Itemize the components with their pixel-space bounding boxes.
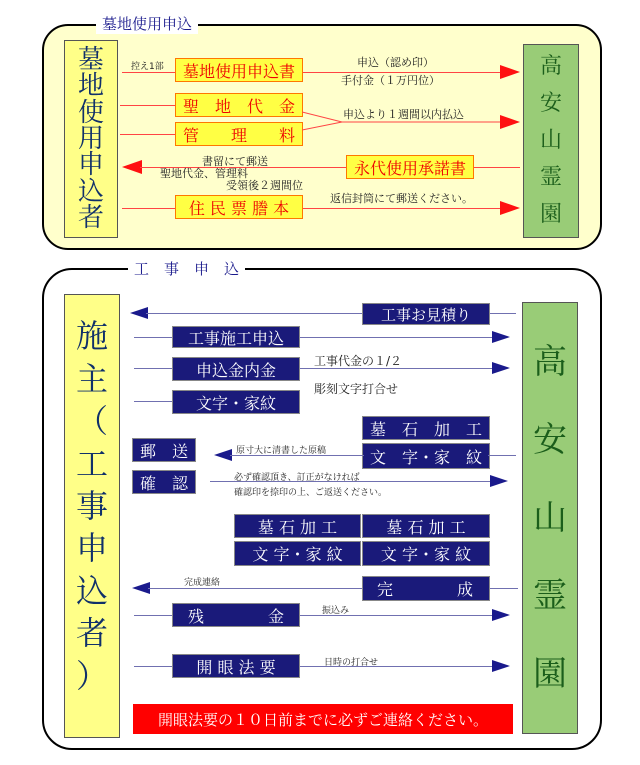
cemetery-char: 高 — [533, 342, 567, 382]
arrow-right-icon — [500, 65, 520, 79]
applicant-box — [64, 40, 118, 238]
applicant-char: 墓 — [77, 45, 104, 76]
perpetual-use-certificate: 永代使用承諾書 — [346, 155, 474, 179]
applicant-char: 込 — [77, 176, 104, 207]
fair-copy-note: 原寸大に清書した原稿 — [236, 446, 327, 456]
arrow-right-icon — [492, 331, 510, 343]
completion-label: 完 成 — [377, 580, 474, 599]
cemetery-box-construction — [522, 302, 578, 734]
flow-line — [134, 401, 174, 402]
owner-char: ） — [75, 656, 108, 695]
completion-contact-note: 完成連絡 — [184, 578, 221, 588]
applicant-char: 地 — [77, 71, 104, 102]
arrow-right-icon — [500, 115, 520, 129]
flow-line — [120, 134, 176, 135]
cemetery-char: 山 — [533, 498, 567, 538]
after-receipt-note: 受領後２週間位 — [226, 179, 303, 192]
owner-char: 工 — [75, 444, 108, 483]
deposit-box: 申込金内金 — [172, 357, 300, 381]
arrow-right-icon — [490, 475, 508, 487]
construction-application-box: 工事施工申込 — [172, 326, 300, 348]
cemetery-char: 園 — [533, 654, 567, 694]
construction-panel — [42, 268, 602, 750]
confirm-note-1: 必ず確認頂き、訂正がなければ — [234, 473, 360, 483]
cemetery-char: 安 — [533, 420, 567, 460]
applicant-char: 申 — [77, 150, 104, 181]
section-title-construction-application: 工 事 申 込 — [128, 258, 245, 279]
cemetery-box — [523, 44, 579, 238]
cemetery-char: 山 — [539, 127, 562, 153]
schedule-note: 日時の打合せ — [324, 658, 379, 668]
applicant-char: 使 — [77, 97, 104, 128]
stone-processing-box-left: 墓 石 加 工 — [234, 514, 361, 538]
characters-crest-box-2: 文 字・家 紋 — [362, 443, 490, 469]
resident-certificate-box: 住 民 票 謄 本 — [175, 195, 303, 219]
section-title-cemetery-application: 墓地使用申込 — [96, 13, 198, 34]
owner-char: 主 — [75, 359, 108, 398]
contact-reminder-banner: 開眼法要の１０日前までに必ずご連絡ください。 — [133, 704, 513, 734]
management-fee-box: 管 理 料 — [175, 122, 303, 146]
stone-processing-box-right: 墓 石 加 工 — [362, 514, 490, 538]
owner-char: 込 — [75, 571, 108, 610]
completion-box — [362, 576, 490, 601]
arrow-left-icon — [122, 160, 142, 174]
fees-note: 聖地代金、管理料 — [160, 167, 248, 180]
transfer-note: 振込み — [322, 606, 350, 616]
flow-line — [488, 455, 516, 456]
apply-note: 申込（認め印） — [357, 56, 434, 69]
mail-box: 郵 送 — [132, 438, 196, 462]
arrow-right-icon — [492, 660, 510, 672]
cemetery-char: 安 — [539, 91, 562, 117]
payment-note: 申込より１週間以内払込 — [343, 108, 464, 121]
cemetery-char: 霊 — [539, 164, 562, 190]
copy-note: 控え1部 — [131, 62, 164, 72]
return-envelope-note: 返信封筒にて郵送ください。 — [330, 192, 473, 205]
characters-crest-box: 文字・家紋 — [172, 390, 300, 414]
eye-opening-ceremony-box: 開 眼 法 要 — [172, 654, 300, 678]
applicant-char: 者 — [77, 202, 104, 233]
registered-mail-note: 書留にて郵送 — [202, 155, 268, 168]
engraving-note: 彫刻文字打合せ — [314, 382, 399, 396]
cemetery-char: 園 — [539, 201, 562, 227]
owner-char: 者 — [75, 614, 108, 653]
confirm-note-2: 確認印を捺印の上、ご返送ください。 — [234, 488, 388, 498]
owner-box — [64, 294, 120, 738]
arrow-right-icon — [500, 201, 520, 215]
confirm-box: 確 認 — [132, 470, 196, 494]
cemetery-application-form: 墓地使用申込書 — [175, 58, 303, 82]
deposit-note: 手付金（１万円位） — [341, 74, 440, 87]
characters-crest-box-right: 文 字・家 紋 — [362, 541, 490, 566]
characters-crest-box-left: 文 字・家 紋 — [234, 541, 361, 566]
owner-char: （ — [75, 402, 108, 441]
stone-processing-box: 墓 石 加 工 — [362, 416, 490, 440]
balance-box: 残 金 — [172, 603, 300, 627]
half-cost-note: 工事代金の１/２ — [314, 354, 403, 368]
cemetery-char: 高 — [539, 54, 562, 80]
cemetery-char: 霊 — [533, 576, 567, 616]
owner-char: 施 — [75, 317, 108, 356]
owner-char: 事 — [75, 486, 108, 525]
applicant-char: 用 — [77, 123, 104, 154]
arrow-right-icon — [492, 609, 510, 621]
owner-char: 申 — [75, 529, 108, 568]
flow-line — [120, 105, 176, 106]
land-fee-box: 聖 地 代 金 — [175, 93, 303, 117]
arrow-right-icon — [492, 362, 510, 374]
estimate-box: 工事お見積り — [362, 303, 490, 325]
